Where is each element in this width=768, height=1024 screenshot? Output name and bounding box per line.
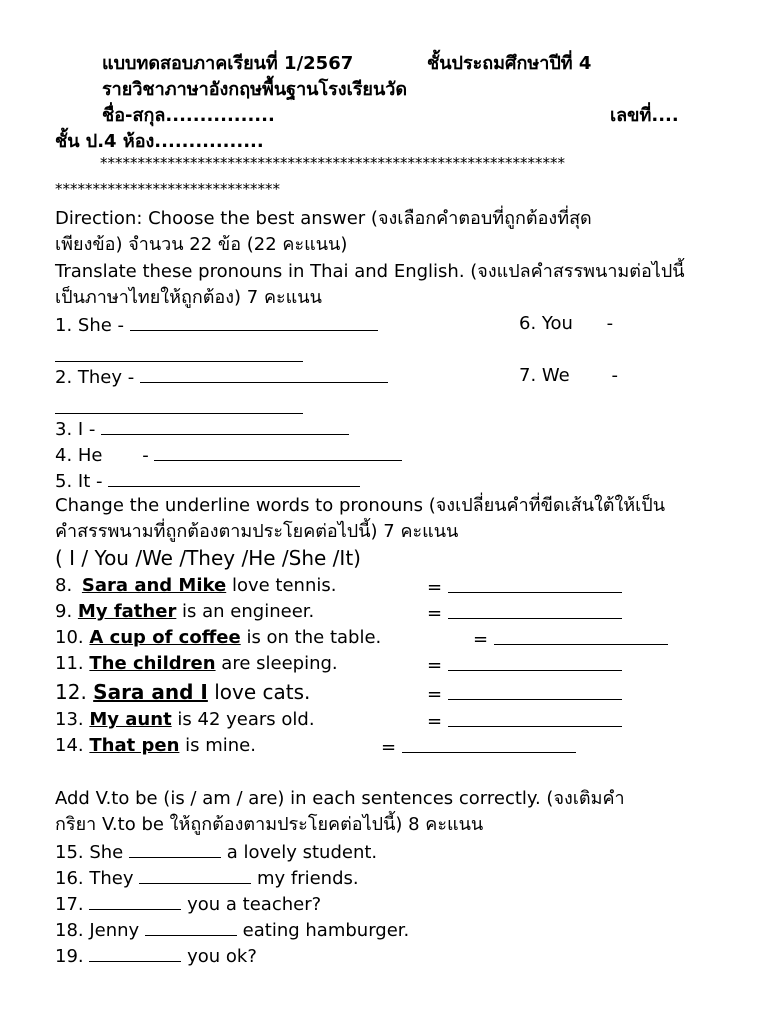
answer-13: = — [427, 708, 622, 734]
question-11: 11. The children are sleeping. — [55, 653, 338, 674]
section3-title: Add V.to be (is / am / are) in each sentences correctly. (จงเติมคำ — [55, 788, 625, 809]
section2-title: Change the underline words to pronouns (จงเปลี่ยนคำที่ขีดเส้นใต้ให้เป็น — [55, 495, 666, 516]
answer-12: = — [427, 681, 622, 707]
direction-line-2: เพียงข้อ) จำนวน 22 ข้อ (22 คะแนน) — [55, 234, 348, 255]
question-10: 10. A cup of coffee is on the table. — [55, 627, 382, 648]
question-14: 14. That pen is mine. — [55, 735, 256, 756]
section1-title: Translate these pronouns in Thai and English. (จงแปลคำสรรพนามต่อไปนี้ — [55, 261, 685, 282]
answer-10: = — [473, 626, 668, 652]
answer-blank[interactable] — [448, 574, 622, 593]
answer-blank[interactable] — [494, 626, 668, 645]
question-15: 15. She a lovely student. — [55, 839, 377, 865]
answer-blank[interactable] — [448, 681, 622, 700]
question-19: 19. you ok? — [55, 943, 257, 969]
student-number-field: เลขที่.... — [610, 105, 679, 126]
answer-blank[interactable] — [140, 364, 388, 383]
question-1: 1. She - — [55, 312, 378, 338]
answer-blank[interactable] — [89, 891, 181, 910]
answer-blank[interactable] — [101, 416, 349, 435]
answer-9: = — [427, 600, 622, 626]
answer-blank[interactable] — [145, 917, 237, 936]
answer-blank[interactable] — [154, 442, 402, 461]
answer-11: = — [427, 652, 622, 678]
answer-blank[interactable] — [448, 708, 622, 727]
grade-level: ชั้นประถมศึกษาปีที่ 4 — [427, 53, 592, 74]
exam-term: แบบทดสอบภาคเรียนที่ 1/2567 — [102, 53, 354, 74]
answer-14: = — [381, 734, 576, 760]
divider-stars-2: ****************************** — [55, 180, 280, 198]
question-12: 12. Sara and I love cats. — [55, 680, 311, 704]
section1-subtitle: เป็นภาษาไทยให้ถูกต้อง) 7 คะแนน — [55, 287, 322, 308]
question-17: 17. you a teacher? — [55, 891, 321, 917]
answer-blank[interactable] — [402, 734, 576, 753]
answer-blank[interactable] — [108, 468, 360, 487]
answer-blank[interactable] — [448, 652, 622, 671]
answer-8: = — [427, 574, 622, 600]
answer-blank[interactable] — [129, 839, 221, 858]
question-7: 7. We - — [519, 365, 618, 386]
question-9: 9. My father is an engineer. — [55, 601, 315, 622]
pronoun-options: ( I / You /We /They /He /She /It) — [55, 546, 361, 570]
subject-school: รายวิชาภาษาอังกฤษพื้นฐานโรงเรียนวัด — [102, 79, 408, 100]
question-6: 6. You - — [519, 313, 614, 334]
answer-blank[interactable] — [89, 943, 181, 962]
student-name-field: ชื่อ-สกุล................ — [102, 105, 275, 126]
question-18: 18. Jenny eating hamburger. — [55, 917, 409, 943]
answer-blank[interactable] — [55, 395, 303, 414]
section3-subtitle: กริยา V.to be ให้ถูกต้องตามประโยคต่อไปนี้) 8 คะแนน — [55, 814, 484, 835]
question-3: 3. I - — [55, 416, 349, 442]
section2-subtitle: คำสรรพนามที่ถูกต้องตามประโยคต่อไปนี้) 7 คะแนน — [55, 521, 459, 542]
question-8: 8. Sara and Mike love tennis. — [55, 575, 337, 596]
question-4: 4. He - — [55, 442, 402, 468]
divider-stars: ************************************************************** — [100, 154, 565, 172]
question-2: 2. They - — [55, 364, 388, 390]
class-room-field: ชั้น ป.4 ห้อง................ — [55, 131, 264, 152]
question-13: 13. My aunt is 42 years old. — [55, 709, 315, 730]
answer-blank[interactable] — [130, 312, 378, 331]
direction-line-1: Direction: Choose the best answer (จงเลือกคำตอบที่ถูกต้องที่สุด — [55, 208, 592, 229]
question-5: 5. It - — [55, 468, 360, 494]
answer-blank[interactable] — [448, 600, 622, 619]
answer-blank[interactable] — [139, 865, 251, 884]
question-16: 16. They my friends. — [55, 865, 359, 891]
answer-blank[interactable] — [55, 343, 303, 362]
